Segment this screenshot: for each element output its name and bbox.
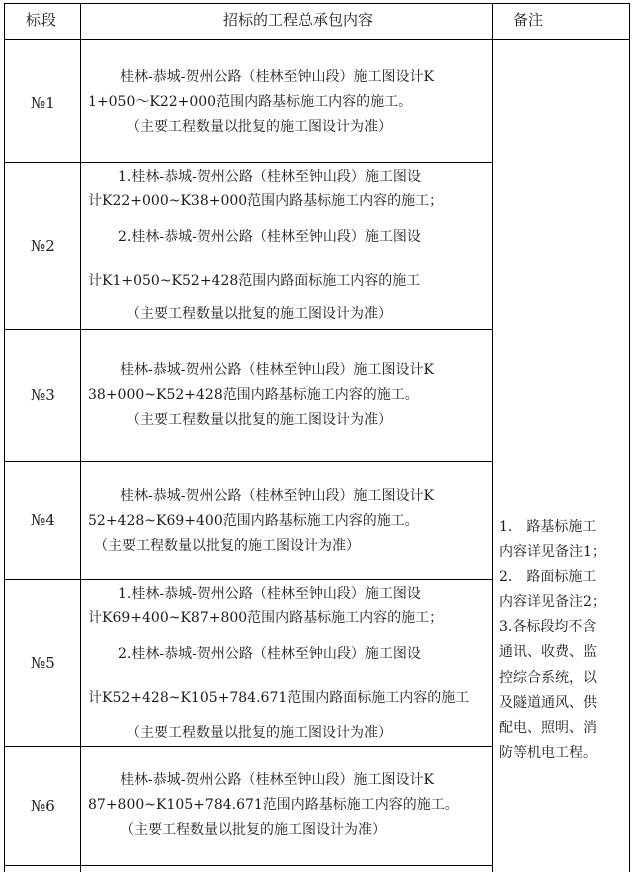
header-section: 标段 [26,11,57,29]
content-line: 2.桂林-恭城-贺州公路（桂林至钟山段）施工图设 [118,229,421,245]
remark-line: 控综合系统，以 [499,669,597,686]
content-line: （主要工程数量以批复的施工图设计为准） [126,412,392,428]
remark-line: 内容详见备注2； [499,594,606,611]
section-label: №1 [31,94,55,112]
remark-line: 防等机电工程。 [499,744,597,761]
row-divider-1 [4,162,493,163]
row-divider-3 [4,461,493,462]
remark-line: 配电、照明、消 [499,719,597,736]
remark-line: 及隧道通风、供 [499,694,597,711]
content-line: 87+800~K105+784.671范围内路基标施工内容的施工。 [88,797,459,813]
remark-line: 1. 路基标施工 [499,519,597,535]
section-label: №3 [31,386,55,404]
content-line: 计K52+428~K105+784.671范围内路面标施工内容的施工 [88,690,470,706]
content-line: （主要工程数量以批复的施工图设计为准） [126,725,392,741]
col-divider-1 [80,3,81,872]
header-remark: 备注 [513,11,544,29]
remark-line: 通讯、收费、监 [499,644,597,661]
content-line: 桂林-恭城-贺州公路（桂林至钟山段）施工图设计K [120,362,434,378]
remark-line: 内容详见备注1； [499,544,606,561]
content-line: （主要工程数量以批复的施工图设计为准） [126,119,392,135]
remark-line: 3.各标段均不含 [499,619,597,636]
content-line: （主要工程数量以批复的施工图设计为准） [126,306,392,322]
content-line: 桂林-恭城-贺州公路（桂林至钟山段）施工图设计K [120,488,434,504]
border-top [4,3,630,4]
content-line: 1.桂林-恭城-贺州公路（桂林至钟山段）施工图设 [118,586,421,602]
content-line: 桂林-恭城-贺州公路（桂林至钟山段）施工图设计K [120,772,434,788]
border-right [629,3,630,872]
content-line: 2.桂林-恭城-贺州公路（桂林至钟山段）施工图设 [118,646,421,662]
section-label: №4 [31,511,55,529]
content-line: 1.桂林-恭城-贺州公路（桂林至钟山段）施工图设 [118,169,421,185]
row-divider-2 [4,329,493,330]
content-line: （主要工程数量以批复的施工图设计为准） [94,538,360,554]
section-label: №6 [31,797,55,815]
content-line: 1+050～K22+000范围内路基标施工内容的施工。 [88,94,413,110]
content-line: （主要工程数量以批复的施工图设计为准） [120,822,386,838]
section-label: №5 [31,654,55,672]
row-divider-6 [4,865,493,866]
content-line: 桂林-恭城-贺州公路（桂林至钟山段）施工图设计K [120,69,434,85]
section-label: №2 [31,237,55,255]
content-line: 计K1+050~K52+428范围内路面标施工内容的施工 [88,273,421,289]
content-line: 计K22+000~K38+000范围内路基标施工内容的施工； [88,193,444,209]
content-line: 38+000~K52+428范围内路基标施工内容的施工。 [88,387,419,403]
header-divider [4,39,630,40]
header-content: 招标的工程总承包内容 [223,11,374,29]
remark-text [499,515,629,766]
col-divider-2 [492,3,493,872]
row-divider-4 [4,579,493,580]
content-line: 52+428~K69+400范围内路基标施工内容的施工。 [88,513,419,529]
remark-line: 2. 路面标施工 [499,569,597,586]
border-left [4,3,5,872]
row-divider-5 [4,746,493,747]
content-line: 计K69+400~K87+800范围内路基标施工内容的施工； [88,610,444,626]
